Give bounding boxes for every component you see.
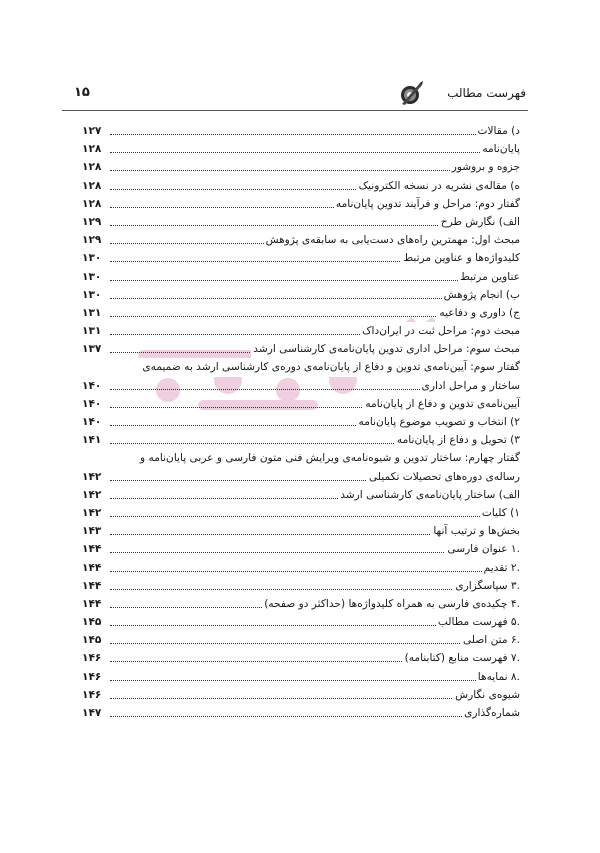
toc-entry bbox=[82, 486, 520, 504]
toc-entry-title: رساله‌ی دوره‌های تحصیلات تکمیلی bbox=[367, 468, 520, 486]
toc-entry-title: ه) مقاله‌ی نشریه در نسخه الکترونیک bbox=[357, 177, 520, 195]
toc-entry bbox=[82, 231, 520, 249]
toc-page-number: ۱۴۴ bbox=[82, 579, 102, 592]
toc-page-number: ۱۴۲ bbox=[82, 488, 102, 501]
toc-page-number: ۱۳۷ bbox=[82, 343, 102, 356]
toc-entry-title: ب) انجام پژوهش bbox=[442, 286, 520, 304]
toc-entry bbox=[82, 249, 520, 267]
toc-page-number: ۱۲۸ bbox=[82, 197, 102, 210]
toc-entry-title: گفتار چهارم: ساختار تدوین و شیوه‌نامه‌ی ویرایش فنی متون فارسی و عربی پایان‌نامه و bbox=[138, 449, 520, 467]
toc-entry-title: پایان‌نامه bbox=[480, 140, 520, 158]
toc-entry-title: .۱ عنوان فارسی bbox=[445, 540, 520, 558]
toc-entry bbox=[82, 322, 520, 340]
toc-dot-leader bbox=[110, 680, 520, 681]
toc-page-number: ۱۴۴ bbox=[82, 543, 102, 556]
toc-page-number: ۱۴۶ bbox=[82, 688, 102, 701]
toc-entry bbox=[82, 340, 520, 358]
toc-entry-title: .۸ نمایه‌ها bbox=[476, 668, 520, 686]
toc-entry-title: .۷ فهرست منابع (کتابنامه) bbox=[403, 649, 520, 667]
toc-entry-title: بخش‌ها و ترتیب آنها bbox=[431, 522, 520, 540]
toc-entry-title: کلیدواژه‌ها و عناوین مرتبط bbox=[401, 249, 520, 267]
toc-dot-leader bbox=[110, 152, 520, 153]
toc-dot-leader bbox=[110, 716, 520, 717]
toc-entry bbox=[82, 413, 520, 431]
toc-page-number: ۱۴۴ bbox=[82, 597, 102, 610]
toc-entry bbox=[82, 195, 520, 213]
toc-entry-title: د) مقالات bbox=[476, 122, 521, 140]
toc-entry-title: .۵ فهرست مطالب bbox=[436, 613, 520, 631]
toc-page-number: ۱۴۳ bbox=[82, 525, 102, 538]
toc-entry-title: مبحث اول: مهمترین راه‌های دست‌یابی به سابقه‌ی پژوهش bbox=[264, 231, 520, 249]
toc-entry-title: الف) ساختار پایان‌نامه‌ی کارشناسی ارشد bbox=[338, 486, 520, 504]
toc-page-number: ۱۲۹ bbox=[82, 215, 102, 228]
toc-page-number: ۱۴۶ bbox=[82, 670, 102, 683]
toc-page-number: ۱۴۵ bbox=[82, 616, 102, 629]
toc-entry bbox=[82, 449, 520, 467]
toc-page-number: ۱۲۸ bbox=[82, 179, 102, 192]
toc-page-number: ۱۲۸ bbox=[82, 143, 102, 156]
toc-entry-title: جزوه و بروشور bbox=[450, 158, 520, 176]
toc-page-number: ۱۴۱ bbox=[82, 434, 102, 447]
toc-page-number: ۱۴۲ bbox=[82, 506, 102, 519]
pen-and-inkwell-icon bbox=[398, 80, 424, 106]
toc-dot-leader bbox=[110, 134, 520, 135]
toc-entry-title: .۲ تقدیم bbox=[482, 559, 520, 577]
toc-page-number: ۱۴۶ bbox=[82, 652, 102, 665]
toc-entry bbox=[82, 358, 520, 376]
toc-entry bbox=[82, 668, 520, 686]
toc-page-number: ۱۲۸ bbox=[82, 161, 102, 174]
toc-entry bbox=[82, 377, 520, 395]
toc-page-number: ۱۳۰ bbox=[82, 288, 102, 301]
toc-entry-title: گفتار دوم: مراحل و فرآیند تدوین پایان‌نامه bbox=[334, 195, 520, 213]
toc-entry-title: ج) داوری و دفاعیه bbox=[437, 304, 520, 322]
toc-entry-title: .۶ متن اصلی bbox=[461, 631, 520, 649]
toc-entry-title: ۱) کلیات bbox=[480, 504, 520, 522]
page-number: ۱۵ bbox=[74, 85, 90, 100]
header-title: فهرست مطالب bbox=[447, 86, 526, 100]
toc-entry bbox=[82, 577, 520, 595]
toc-entry-title: آیین‌نامه‌ی تدوین و دفاع از پایان‌نامه bbox=[363, 395, 520, 413]
toc-page-number: ۱۲۹ bbox=[82, 234, 102, 247]
toc-entry-title: گفتار سوم: آیین‌نامه‌ی تدوین و دفاع از پایان‌نامه‌ی دوره‌ی کارشناسی ارشد به ضمیمه‌ی bbox=[140, 358, 520, 376]
header-divider bbox=[62, 110, 528, 111]
toc-entry bbox=[82, 431, 520, 449]
toc-page-number: ۱۴۰ bbox=[82, 416, 102, 428]
toc-entry-title: ۲) انتخاب و تصویب موضوع پایان‌نامه bbox=[357, 413, 520, 431]
toc-entry-title: مبحث دوم: مراحل ثبت در ایران‌داک bbox=[360, 322, 520, 340]
toc-page-number: ۱۳۰ bbox=[82, 270, 102, 283]
toc-entry bbox=[82, 213, 520, 231]
toc-entry bbox=[82, 504, 520, 522]
toc-entry-title: ساختار و مراحل اداری bbox=[420, 377, 520, 395]
toc-entry-title: الف) نگارش طرح bbox=[439, 213, 520, 231]
toc-entry bbox=[82, 395, 520, 413]
toc-entry bbox=[82, 686, 520, 704]
toc-entry bbox=[82, 613, 520, 631]
toc-entry bbox=[82, 304, 520, 322]
toc-entry bbox=[82, 631, 520, 649]
toc-entry bbox=[82, 540, 520, 558]
toc-entry-title: عناوین مرتبط bbox=[458, 268, 520, 286]
toc-page-number: ۱۴۰ bbox=[82, 397, 102, 410]
toc-entry-title: .۴ چکیده‌ی فارسی به همراه کلیدواژه‌ها (حداکثر دو صفحه) bbox=[262, 595, 520, 613]
toc-dot-leader bbox=[110, 571, 520, 572]
toc-page-number: ۱۴۴ bbox=[82, 561, 102, 574]
toc-entry bbox=[82, 704, 520, 722]
table-of-contents bbox=[82, 122, 520, 722]
toc-entry bbox=[82, 649, 520, 667]
toc-entry bbox=[82, 468, 520, 486]
toc-entry bbox=[82, 286, 520, 304]
toc-page-number: ۱۳۱ bbox=[82, 325, 102, 338]
toc-entry bbox=[82, 522, 520, 540]
running-header bbox=[68, 78, 526, 110]
toc-entry bbox=[82, 595, 520, 613]
toc-entry-title: شماره‌گذاری bbox=[462, 704, 520, 722]
toc-page-number: ۱۲۷ bbox=[82, 125, 102, 137]
toc-entry-title: .۳ سپاسگزاری bbox=[453, 577, 520, 595]
toc-entry-title: شیوه‌ی نگارش bbox=[453, 686, 520, 704]
toc-page-number: ۱۴۰ bbox=[82, 379, 102, 392]
toc-entry bbox=[82, 158, 520, 176]
toc-entry-title: مبحث سوم: مراحل اداری تدوین پایان‌نامه‌ی کارشناسی ارشد bbox=[251, 340, 520, 358]
toc-entry bbox=[82, 140, 520, 158]
toc-dot-leader bbox=[110, 516, 520, 517]
toc-entry bbox=[82, 559, 520, 577]
toc-page-number: ۱۴۷ bbox=[82, 707, 102, 719]
toc-entry bbox=[82, 268, 520, 286]
toc-page-number: ۱۳۰ bbox=[82, 252, 102, 265]
toc-page-number: ۱۳۱ bbox=[82, 306, 102, 319]
toc-page-number: ۱۴۲ bbox=[82, 470, 102, 483]
toc-page-number: ۱۴۵ bbox=[82, 634, 102, 647]
toc-dot-leader bbox=[110, 643, 520, 644]
toc-entry-title: ۳) تحویل و دفاع از پایان‌نامه bbox=[395, 431, 520, 449]
toc-entry bbox=[82, 122, 520, 140]
toc-entry bbox=[82, 177, 520, 195]
